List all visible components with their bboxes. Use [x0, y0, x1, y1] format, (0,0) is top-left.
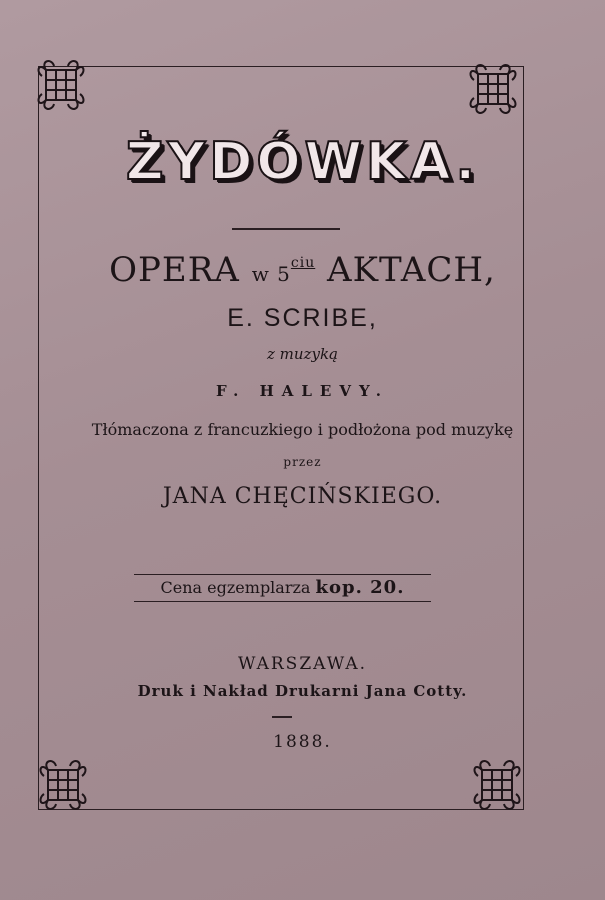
page-title: ŻYDÓWKA. [125, 132, 480, 192]
publisher-city: WARSZAWA. [237, 654, 368, 674]
divider [232, 228, 340, 230]
corner-ornament-icon [470, 758, 524, 812]
by-label: przez [283, 455, 322, 469]
subtitle-opera: OPERA [109, 250, 240, 290]
divider [272, 716, 292, 718]
year: 1888. [273, 732, 332, 752]
composer: F. HALEVY. [215, 382, 389, 400]
corner-ornament-icon [36, 758, 90, 812]
translator: JANA CHĘCIŃSKIEGO. [162, 484, 443, 509]
price-label: Cena egzemplarza [160, 578, 311, 597]
corner-ornament-icon [34, 58, 88, 112]
subtitle-acts: AKTACH, [327, 250, 496, 290]
price-box [134, 574, 431, 602]
subtitle-sup: ciu [290, 255, 316, 271]
music-label: z muzyką [267, 345, 338, 363]
subtitle-count: w 5 [251, 262, 291, 286]
translation-note: Tłómaczona z francuzkiego i podłożona pod muzykę [91, 420, 514, 439]
author: E. SCRIBE, [227, 304, 378, 332]
printer: Druk i Nakład Drukarni Jana Cotty. [137, 682, 468, 700]
price-amount: kop. 20. [315, 577, 405, 598]
corner-ornament-icon [466, 62, 520, 116]
subtitle [0, 250, 605, 290]
